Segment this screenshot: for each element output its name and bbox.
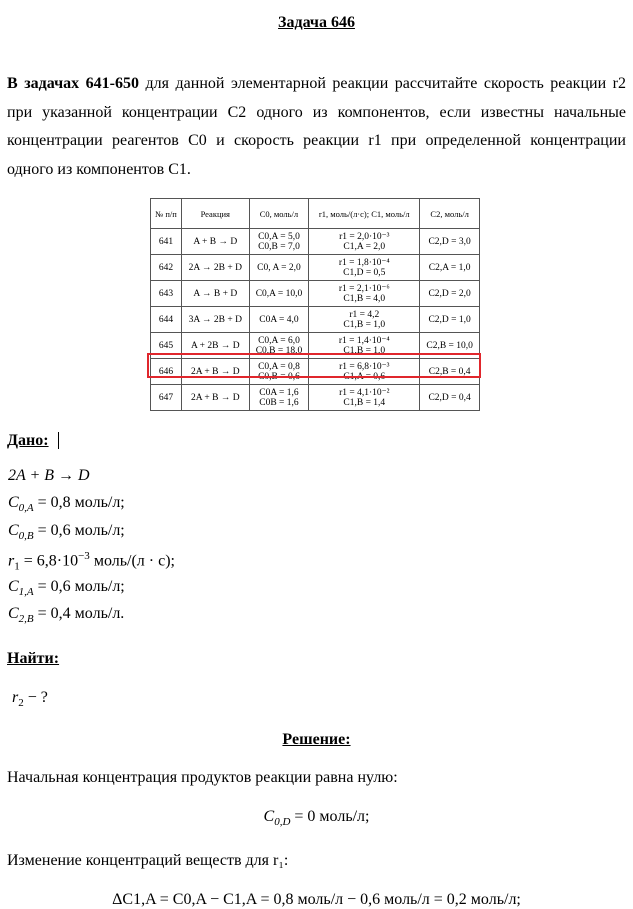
subscript: 0,B bbox=[18, 530, 34, 543]
row-c2: C2,D = 1,0 bbox=[420, 307, 480, 333]
page-title: Задача 646 bbox=[278, 14, 355, 31]
r1-value: r1 = 6,8·10⁻³ bbox=[339, 361, 390, 372]
row-c2: C2,B = 10,0 bbox=[420, 333, 480, 359]
solution-paragraph-2: Изменение концентраций веществ для r₁: bbox=[7, 852, 289, 869]
header-number: № п/п bbox=[151, 199, 182, 229]
given-c2b bbox=[8, 605, 124, 625]
row-reaction: 2A + B → D bbox=[181, 359, 249, 385]
symbol: C bbox=[8, 494, 19, 511]
row-number: 642 bbox=[151, 255, 182, 281]
symbol: r bbox=[8, 552, 15, 570]
row-number: 647 bbox=[151, 385, 182, 411]
row-c0 bbox=[249, 307, 309, 333]
row-c2: C2,B = 0,4 bbox=[420, 359, 480, 385]
find-heading: Найти: bbox=[7, 650, 60, 667]
c0a-value: C0A = 1,6 bbox=[259, 387, 299, 398]
c0a-value: C0,A = 0,8 bbox=[258, 361, 300, 372]
given-heading: Дано: bbox=[7, 432, 49, 449]
subscript: 1 bbox=[14, 560, 20, 573]
header-c2: C2, моль/л bbox=[420, 199, 480, 229]
c1-value: C1,A = 0,6 bbox=[343, 371, 386, 382]
question: − ? bbox=[23, 689, 48, 706]
row-reaction: 3A → 2B + D bbox=[181, 307, 249, 333]
subscript: 1,A bbox=[18, 586, 34, 599]
c1-value: C1,B = 1,4 bbox=[343, 397, 386, 408]
row-reaction: A + 2B → D bbox=[181, 333, 249, 359]
given-c0a bbox=[8, 494, 125, 514]
c0a-value: C0,A = 6,0 bbox=[258, 335, 300, 346]
value: = 6,8·10 bbox=[19, 552, 79, 570]
c0a-value: C0A = 4,0 bbox=[259, 314, 299, 325]
c1-value: C1,B = 4,0 bbox=[343, 293, 386, 304]
exponent: −3 bbox=[78, 550, 90, 562]
table-row bbox=[151, 255, 480, 281]
unit: моль/(л · с); bbox=[89, 552, 175, 570]
subscript: 2 bbox=[18, 697, 24, 710]
row-number: 646 bbox=[151, 359, 182, 385]
r1-value: r1 = 2,0·10⁻³ bbox=[339, 231, 390, 242]
value: = 0,4 моль/л. bbox=[33, 605, 125, 622]
row-c2: C2,D = 3,0 bbox=[420, 229, 480, 255]
row-c2: C2,D = 0,4 bbox=[420, 385, 480, 411]
c1-value: C1,D = 0,5 bbox=[343, 267, 386, 278]
symbol: C bbox=[8, 605, 19, 622]
row-r1 bbox=[309, 385, 420, 411]
symbol: C bbox=[8, 578, 19, 595]
row-reaction: A → B + D bbox=[181, 281, 249, 307]
c0b-value: C0,B = 7,0 bbox=[258, 241, 300, 252]
row-c0 bbox=[249, 229, 309, 255]
symbol: C bbox=[8, 522, 19, 539]
symbol: r bbox=[12, 689, 19, 706]
r1-value: r1 = 2,1·10⁻⁶ bbox=[338, 283, 390, 294]
subscript: 0,A bbox=[18, 502, 34, 515]
subscript: 0,D bbox=[274, 816, 291, 829]
r1-value: r1 = 4,1·10⁻² bbox=[339, 387, 390, 398]
value: = 0,8 моль/л; bbox=[33, 494, 125, 511]
row-number: 644 bbox=[151, 307, 182, 333]
row-r1 bbox=[309, 229, 420, 255]
c0a-value: C0,A = 5,0 bbox=[258, 231, 300, 242]
c0b-value: C0,B = 0,6 bbox=[258, 371, 300, 382]
solution-paragraph-1: Начальная концентрация продуктов реакции равна нулю: bbox=[7, 769, 398, 786]
reaction-table bbox=[150, 198, 480, 411]
c0a-value: C0,A = 10,0 bbox=[255, 288, 303, 299]
text-cursor bbox=[58, 432, 59, 449]
find-r2 bbox=[12, 689, 48, 709]
c1-value: C1,B = 1,0 bbox=[343, 345, 386, 356]
given-reaction: 2A + B → D bbox=[8, 467, 90, 484]
c0b-value: C0,B = 18,0 bbox=[255, 345, 303, 356]
symbol: C bbox=[263, 808, 275, 825]
row-number: 643 bbox=[151, 281, 182, 307]
row-r1 bbox=[309, 307, 420, 333]
problem-statement bbox=[7, 70, 626, 184]
table-row bbox=[151, 307, 480, 333]
value: = 0 моль/л; bbox=[290, 808, 370, 825]
value: = 0,6 моль/л; bbox=[33, 522, 125, 539]
subscript: 2,B bbox=[18, 613, 34, 626]
c0a-value: C0, A = 2,0 bbox=[257, 262, 301, 273]
r1-value: r1 = 1,4·10⁻⁴ bbox=[338, 335, 390, 346]
problem-text: для данной элементарной реакции рассчитайте скорость реакции r2 при указанной концентрации C2 одного из компонентов, если известны начальные концентрации реагентов C0 и скорость реакции r1 при определенной концентрации одного из компонентов C1. bbox=[7, 75, 627, 178]
row-c0 bbox=[249, 385, 309, 411]
problem-range: В задачах 641-650 bbox=[7, 75, 139, 92]
row-number: 645 bbox=[151, 333, 182, 359]
equation-c0d bbox=[0, 808, 633, 828]
header-c0: C0, моль/л bbox=[249, 199, 309, 229]
given-c1a bbox=[8, 578, 125, 598]
given-c0b bbox=[8, 522, 125, 542]
header-r1-c1: r1, моль/(л·с); C1, моль/л bbox=[309, 199, 420, 229]
table-row bbox=[151, 281, 480, 307]
given-r1 bbox=[8, 550, 175, 573]
c1-value: C1,B = 1,0 bbox=[343, 319, 386, 330]
c1-value: C1,A = 2,0 bbox=[343, 241, 386, 252]
row-number: 641 bbox=[151, 229, 182, 255]
row-reaction: A + B → D bbox=[181, 229, 249, 255]
row-reaction: 2A → 2B + D bbox=[181, 255, 249, 281]
row-r1 bbox=[309, 255, 420, 281]
table-row bbox=[151, 385, 480, 411]
r1-value: r1 = 1,8·10⁻⁴ bbox=[338, 257, 390, 268]
row-c0 bbox=[249, 281, 309, 307]
c0b-value: C0B = 1,6 bbox=[259, 397, 299, 408]
solution-heading: Решение: bbox=[282, 731, 351, 748]
equation-delta-c: ΔC1,A = C0,A − C1,A = 0,8 моль/л − 0,6 моль/л = 0,2 моль/л; bbox=[112, 891, 521, 908]
row-reaction: 2A + B → D bbox=[181, 385, 249, 411]
table-row bbox=[151, 229, 480, 255]
solution-heading-wrap bbox=[0, 731, 633, 749]
row-c0 bbox=[249, 255, 309, 281]
table-header-row bbox=[151, 199, 480, 229]
row-c2: C2,A = 1,0 bbox=[420, 255, 480, 281]
value: = 0,6 моль/л; bbox=[33, 578, 125, 595]
r1-value: r1 = 4,2 bbox=[349, 309, 380, 320]
header-reaction: Реакция bbox=[181, 199, 249, 229]
row-r1 bbox=[309, 281, 420, 307]
row-c2: C2,D = 2,0 bbox=[420, 281, 480, 307]
highlight-box bbox=[147, 353, 481, 378]
